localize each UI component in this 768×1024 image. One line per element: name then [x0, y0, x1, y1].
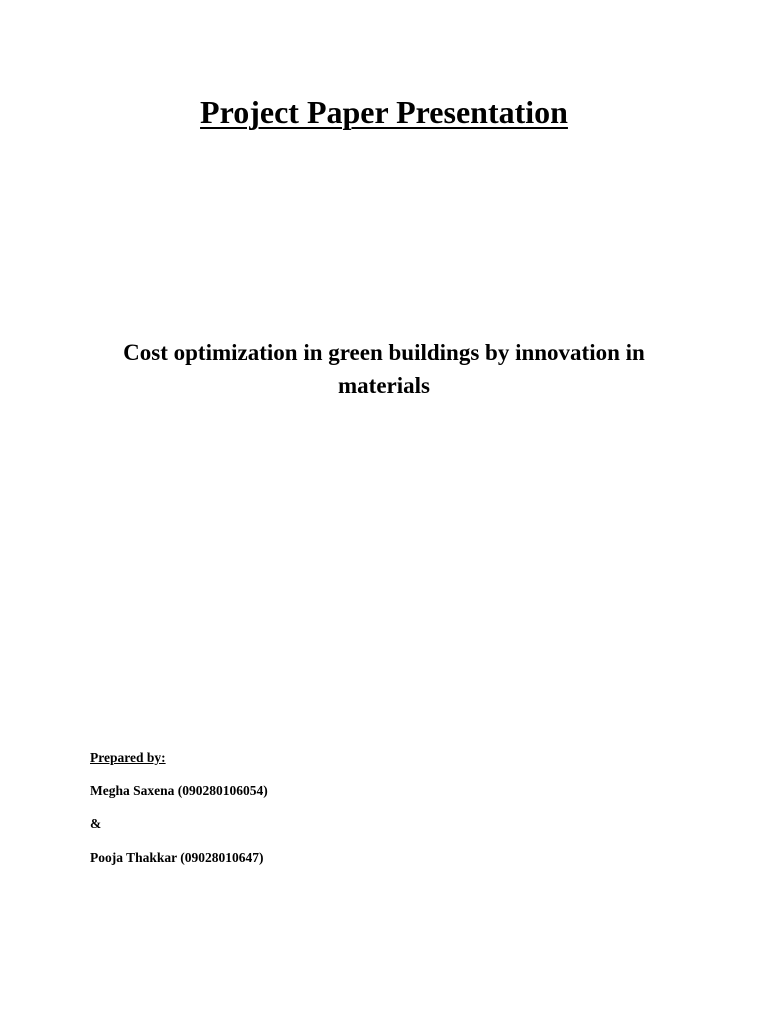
document-subtitle: Cost optimization in green buildings by innovation in materials — [123, 340, 645, 398]
author-separator: & — [90, 816, 102, 831]
author-name: Megha Saxena (090280106054) — [90, 783, 268, 798]
document-title: Project Paper Presentation — [200, 94, 568, 130]
author-name: Pooja Thakkar (09028010647) — [90, 850, 264, 865]
prepared-by-label: Prepared by: — [90, 750, 166, 765]
